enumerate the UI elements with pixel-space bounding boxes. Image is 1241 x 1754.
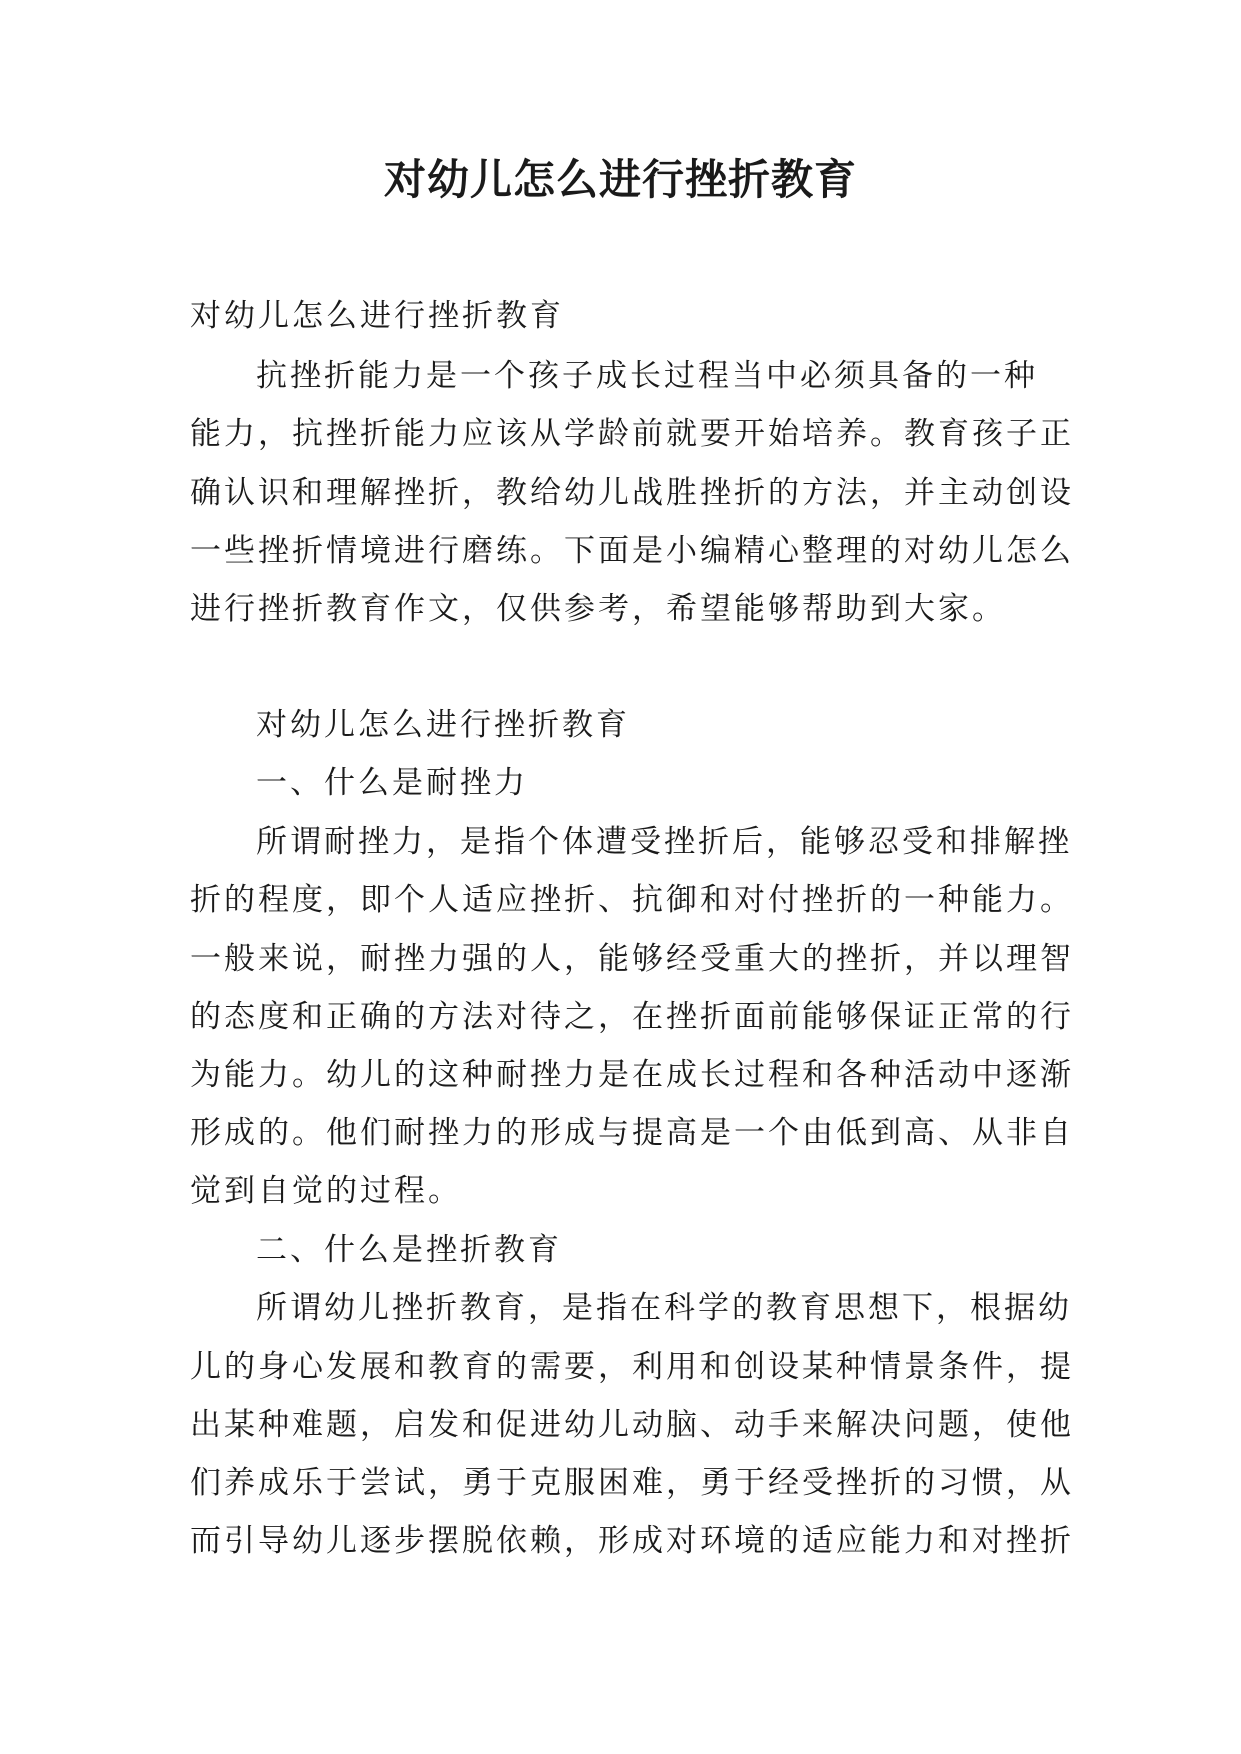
- paragraph-line: 的态度和正确的方法对待之，在挫折面前能够保证正常的行: [190, 999, 1074, 1035]
- paragraph-line: 为能力。幼儿的这种耐挫力是在成长过程和各种活动中逐渐: [190, 1057, 1074, 1093]
- paragraph-line: 一些挫折情境进行磨练。下面是小编精心整理的对幼儿怎么: [190, 533, 1074, 569]
- section-title-line: 对幼儿怎么进行挫折教育: [256, 707, 630, 743]
- paragraph-line: 确认识和理解挫折，教给幼儿战胜挫折的方法，并主动创设: [190, 475, 1074, 511]
- paragraph-line: 而引导幼儿逐步摆脱依赖，形成对环境的适应能力和对挫折: [190, 1523, 1074, 1559]
- paragraph-line: 能力，抗挫折能力应该从学龄前就要开始培养。教育孩子正: [190, 416, 1074, 452]
- paragraph-line: 抗挫折能力是一个孩子成长过程当中必须具备的一种: [256, 358, 1038, 394]
- heading-what-is-resilience: 一、什么是耐挫力: [256, 765, 528, 801]
- paragraph-line: 一般来说，耐挫力强的人，能够经受重大的挫折，并以理智: [190, 941, 1074, 977]
- paragraph-line: 儿的身心发展和教育的需要，利用和创设某种情景条件，提: [190, 1349, 1074, 1385]
- subtitle-line: 对幼儿怎么进行挫折教育: [190, 298, 564, 334]
- heading-what-is-frustration-education: 二、什么是挫折教育: [256, 1232, 562, 1268]
- paragraph-line: 折的程度，即个人适应挫折、抗御和对付挫折的一种能力。: [190, 882, 1074, 918]
- paragraph-line: 们养成乐于尝试，勇于克服困难，勇于经受挫折的习惯，从: [190, 1465, 1074, 1501]
- paragraph-line: 所谓耐挫力，是指个体遭受挫折后，能够忍受和排解挫: [256, 824, 1072, 860]
- paragraph-line: 觉到自觉的过程。: [190, 1173, 462, 1209]
- paragraph-line: 所谓幼儿挫折教育，是指在科学的教育思想下，根据幼: [256, 1290, 1072, 1326]
- paragraph-line: 形成的。他们耐挫力的形成与提高是一个由低到高、从非自: [190, 1115, 1074, 1151]
- paragraph-line: 进行挫折教育作文，仅供参考，希望能够帮助到大家。: [190, 591, 1006, 627]
- paragraph-line: 出某种难题，启发和促进幼儿动脑、动手来解决问题，使他: [190, 1407, 1074, 1443]
- document-title: 对幼儿怎么进行挫折教育: [383, 155, 857, 204]
